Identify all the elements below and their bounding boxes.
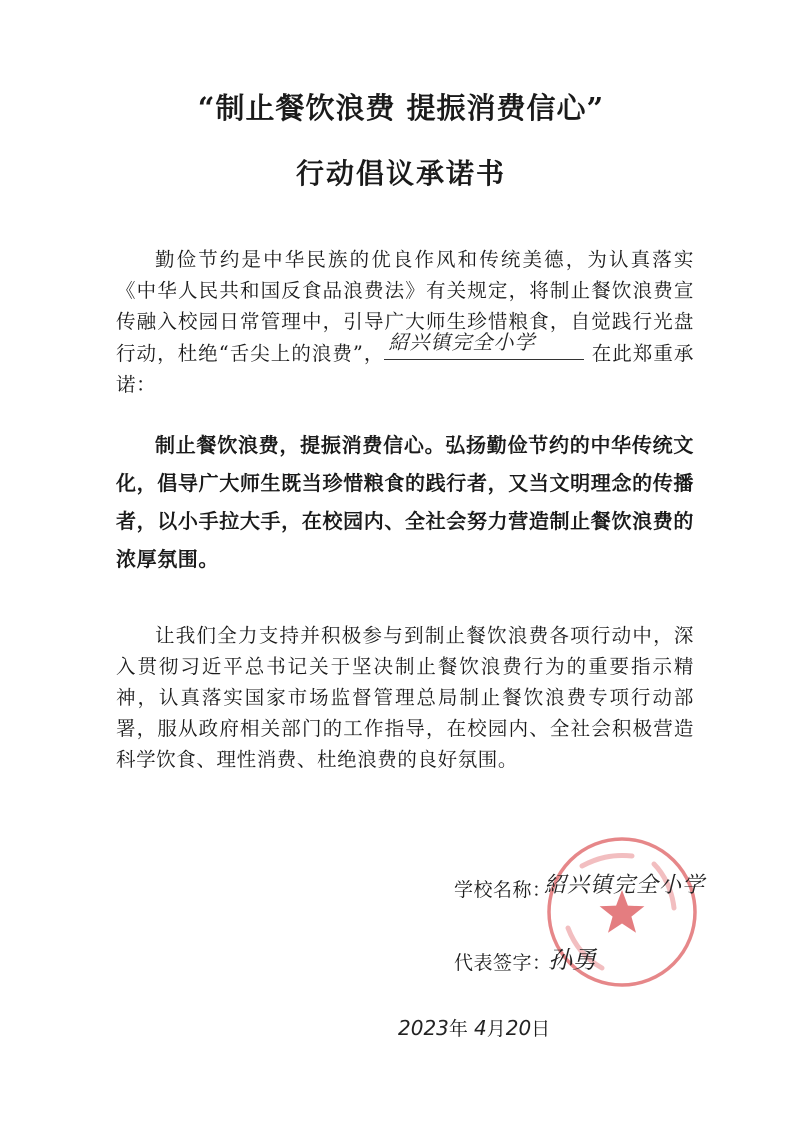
date-day: 20 xyxy=(505,1016,532,1040)
school-name-blank xyxy=(384,330,584,360)
paragraph-1-text: 勤俭节约是中华民族的优良作风和传统美德，为认真落实《中华人民共和国反食品浪费法》有关规定，将制止餐饮浪费宣传融入校园日常管理中，引导广大师生珍惜粮食，自觉践行光盘行动，杜绝“舌尖上的浪费”， xyxy=(116,248,694,365)
title-line-2: 行动倡议承诺书 xyxy=(295,157,506,190)
school-name-handwritten: 紹兴镇完全小学 xyxy=(388,330,536,354)
date xyxy=(398,1014,550,1041)
date-year: 2023 xyxy=(398,1016,449,1040)
date-month: 4 xyxy=(473,1016,487,1040)
paragraph-1-ending: 在此郑重承诺： xyxy=(116,342,694,396)
signature-label: 代表签字： xyxy=(454,952,552,974)
paragraph-3: 让我们全力支持并积极参与到制止餐饮浪费各项行动中，深入贯彻习近平总书记关于坚决制止餐饮浪费行为的重要指示精神，认真落实国家市场监督管理总局制止餐饮浪费专项行动部署，服从政府相关部门的工作指导，在校园内、全社会积极营造科学饮食、理性消费、杜绝浪费的良好氛围。 xyxy=(116,624,694,771)
paragraph-2: 制止餐饮浪费，提振消费信心。弘扬勤俭节约的中华传统文化，倡导广大师生既当珍惜粮食的践行者，又当文明理念的传播者，以小手拉大手，在校园内、全社会努力营造制止餐饮浪费的浓厚氛围。 xyxy=(116,433,694,571)
representative-signature: 孙勇 xyxy=(548,946,596,974)
paragraph-1 xyxy=(116,244,694,400)
date-month-unit: 月 xyxy=(486,1018,506,1040)
school-name-signature: 紹兴镇完全小学 xyxy=(544,873,706,898)
date-day-unit: 日 xyxy=(531,1018,551,1040)
date-year-unit: 年 xyxy=(448,1018,468,1040)
school-name-label: 学校名称： xyxy=(454,879,552,901)
title-line-1: “制止餐饮浪费 提振消费信心” xyxy=(197,91,605,125)
